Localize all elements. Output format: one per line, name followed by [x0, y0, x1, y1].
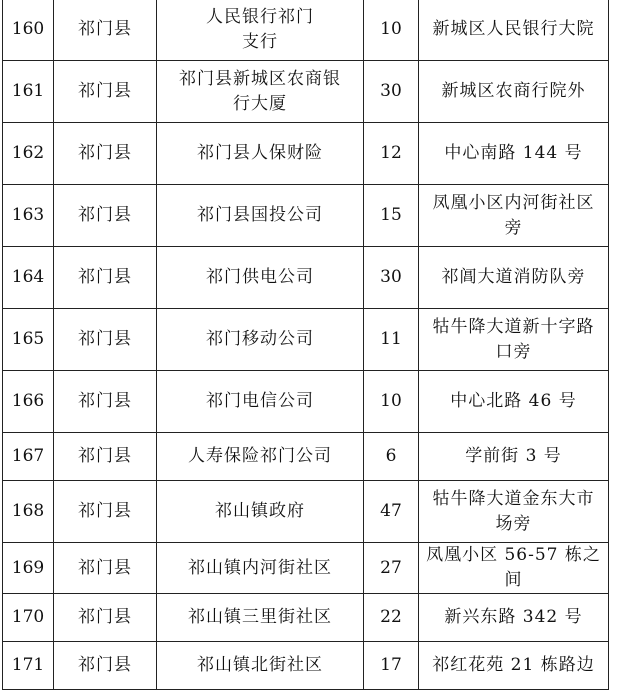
row-number: [3, 247, 54, 309]
unit-cell-text: 祁山镇政府: [215, 501, 305, 521]
count-cell: [364, 371, 419, 433]
county-cell: [54, 185, 157, 247]
county-cell-text: 祁门县: [78, 81, 132, 101]
row-number-text: 162: [11, 143, 45, 163]
county-cell: [54, 481, 157, 543]
count-cell-text: 11: [380, 329, 402, 349]
table-row: [3, 481, 609, 543]
county-cell: [54, 642, 157, 690]
county-cell-text: 祁门县: [78, 655, 132, 675]
row-number: [3, 123, 54, 185]
unit-cell: [157, 0, 364, 61]
county-cell: [54, 0, 157, 61]
unit-cell-text: 祁门电信公司: [206, 391, 314, 411]
count-cell-text: 22: [380, 607, 402, 627]
count-cell-text: 6: [385, 446, 397, 466]
location-cell: [419, 309, 609, 371]
row-number: [3, 61, 54, 123]
county-cell-text: 祁门县: [78, 446, 132, 466]
row-number-text: 169: [11, 557, 45, 578]
location-cell-text: 牯牛降大道金东大市 场旁: [432, 488, 595, 534]
row-number: [3, 642, 54, 690]
unit-cell-text: 人寿保险祁门公司: [188, 446, 332, 466]
table-row: [3, 371, 609, 433]
unit-cell-text: 祁山镇北街社区: [197, 655, 323, 675]
row-number-text: 163: [11, 205, 45, 225]
row-number-text: 168: [11, 501, 45, 521]
count-cell: [364, 481, 419, 543]
count-cell-text: 30: [380, 81, 402, 101]
unit-cell: [157, 247, 364, 309]
unit-cell: [157, 433, 364, 481]
row-number-text: 160: [11, 19, 45, 39]
location-cell-text: 新城区农商行院外: [441, 81, 586, 101]
unit-cell: [157, 543, 364, 594]
county-cell-text: 祁门县: [78, 607, 132, 627]
location-cell-text: 学前街 3 号: [465, 446, 562, 466]
row-number: [3, 371, 54, 433]
parking-table: [2, 0, 609, 690]
unit-cell: [157, 61, 364, 123]
unit-cell: [157, 642, 364, 690]
location-cell: [419, 123, 609, 185]
location-cell: [419, 594, 609, 642]
count-cell-text: 47: [380, 501, 402, 521]
row-number-text: 167: [11, 446, 45, 466]
unit-cell-text: 人民银行祁门 支行: [206, 6, 314, 52]
location-cell-text: 新城区人民银行大院: [432, 19, 595, 39]
count-cell: [364, 185, 419, 247]
unit-cell-text: 祁山镇内河街社区: [188, 557, 332, 578]
unit-cell-text: 祁山镇三里街社区: [188, 607, 332, 627]
row-number-text: 166: [11, 391, 45, 411]
county-cell: [54, 247, 157, 309]
row-number-text: 170: [11, 607, 45, 627]
count-cell-text: 17: [380, 655, 402, 675]
location-cell: [419, 371, 609, 433]
count-cell-text: 15: [380, 205, 402, 225]
county-cell-text: 祁门县: [78, 267, 132, 287]
location-cell: [419, 481, 609, 543]
table-row: [3, 247, 609, 309]
count-cell-text: 12: [380, 143, 402, 163]
unit-cell-text: 祁门移动公司: [206, 329, 314, 349]
county-cell-text: 祁门县: [78, 143, 132, 163]
row-number: [3, 309, 54, 371]
unit-cell-text: 祁门供电公司: [206, 267, 314, 287]
county-cell: [54, 123, 157, 185]
table-row: [3, 0, 609, 61]
count-cell: [364, 309, 419, 371]
location-cell: [419, 642, 609, 690]
count-cell: [364, 247, 419, 309]
county-cell: [54, 543, 157, 594]
location-cell-text: 凤凰小区内河街社区 旁: [432, 192, 595, 238]
table-row: [3, 61, 609, 123]
location-cell-text: 中心南路 144 号: [444, 143, 583, 163]
table-row: [3, 433, 609, 481]
unit-cell-text: 祁门县国投公司: [197, 205, 323, 225]
unit-cell: [157, 185, 364, 247]
row-number: [3, 433, 54, 481]
count-cell-text: 27: [380, 557, 402, 578]
count-cell: [364, 543, 419, 594]
row-number-text: 161: [11, 81, 45, 101]
unit-cell-text: 祁门县人保财险: [197, 143, 323, 163]
unit-cell-text: 祁门县新城区农商银 行大厦: [179, 68, 341, 114]
county-cell: [54, 371, 157, 433]
location-cell: [419, 61, 609, 123]
count-cell: [364, 61, 419, 123]
location-cell-text: 祁红花苑 21 栋路边: [432, 655, 595, 675]
county-cell-text: 祁门县: [78, 501, 132, 521]
row-number-text: 164: [11, 267, 45, 287]
table-row: [3, 309, 609, 371]
row-number: [3, 543, 54, 594]
row-number-text: 171: [11, 655, 45, 675]
county-cell-text: 祁门县: [78, 557, 132, 578]
row-number: [3, 481, 54, 543]
row-number-text: 165: [11, 329, 45, 349]
table-row: [3, 594, 609, 642]
county-cell: [54, 594, 157, 642]
location-cell-text: 新兴东路 342 号: [444, 607, 583, 627]
unit-cell: [157, 594, 364, 642]
location-cell: [419, 247, 609, 309]
count-cell: [364, 123, 419, 185]
location-cell: [419, 0, 609, 61]
county-cell-text: 祁门县: [78, 391, 132, 411]
count-cell: [364, 594, 419, 642]
count-cell: [364, 0, 419, 61]
location-cell: [419, 543, 609, 594]
count-cell-text: 10: [380, 391, 402, 411]
unit-cell: [157, 481, 364, 543]
table-row: [3, 185, 609, 247]
unit-cell: [157, 123, 364, 185]
row-number: [3, 0, 54, 61]
table-body: [3, 0, 609, 690]
location-cell-text: 牯牛降大道新十字路 口旁: [432, 316, 595, 362]
table-row: [3, 543, 609, 594]
county-cell-text: 祁门县: [78, 205, 132, 225]
count-cell: [364, 433, 419, 481]
county-cell: [54, 61, 157, 123]
county-cell-text: 祁门县: [78, 329, 132, 349]
unit-cell: [157, 309, 364, 371]
location-cell: [419, 433, 609, 481]
location-cell-text: 凤凰小区 56-57 栋之间: [426, 545, 601, 590]
count-cell-text: 10: [380, 19, 402, 39]
count-cell: [364, 642, 419, 690]
county-cell-text: 祁门县: [78, 19, 132, 39]
county-cell: [54, 433, 157, 481]
location-cell-text: 祁阊大道消防队旁: [441, 267, 586, 287]
unit-cell: [157, 371, 364, 433]
count-cell-text: 30: [380, 267, 402, 287]
county-cell: [54, 309, 157, 371]
table-row: [3, 123, 609, 185]
location-cell: [419, 185, 609, 247]
location-cell-text: 中心北路 46 号: [450, 391, 577, 411]
table-row: [3, 642, 609, 690]
row-number: [3, 185, 54, 247]
row-number: [3, 594, 54, 642]
